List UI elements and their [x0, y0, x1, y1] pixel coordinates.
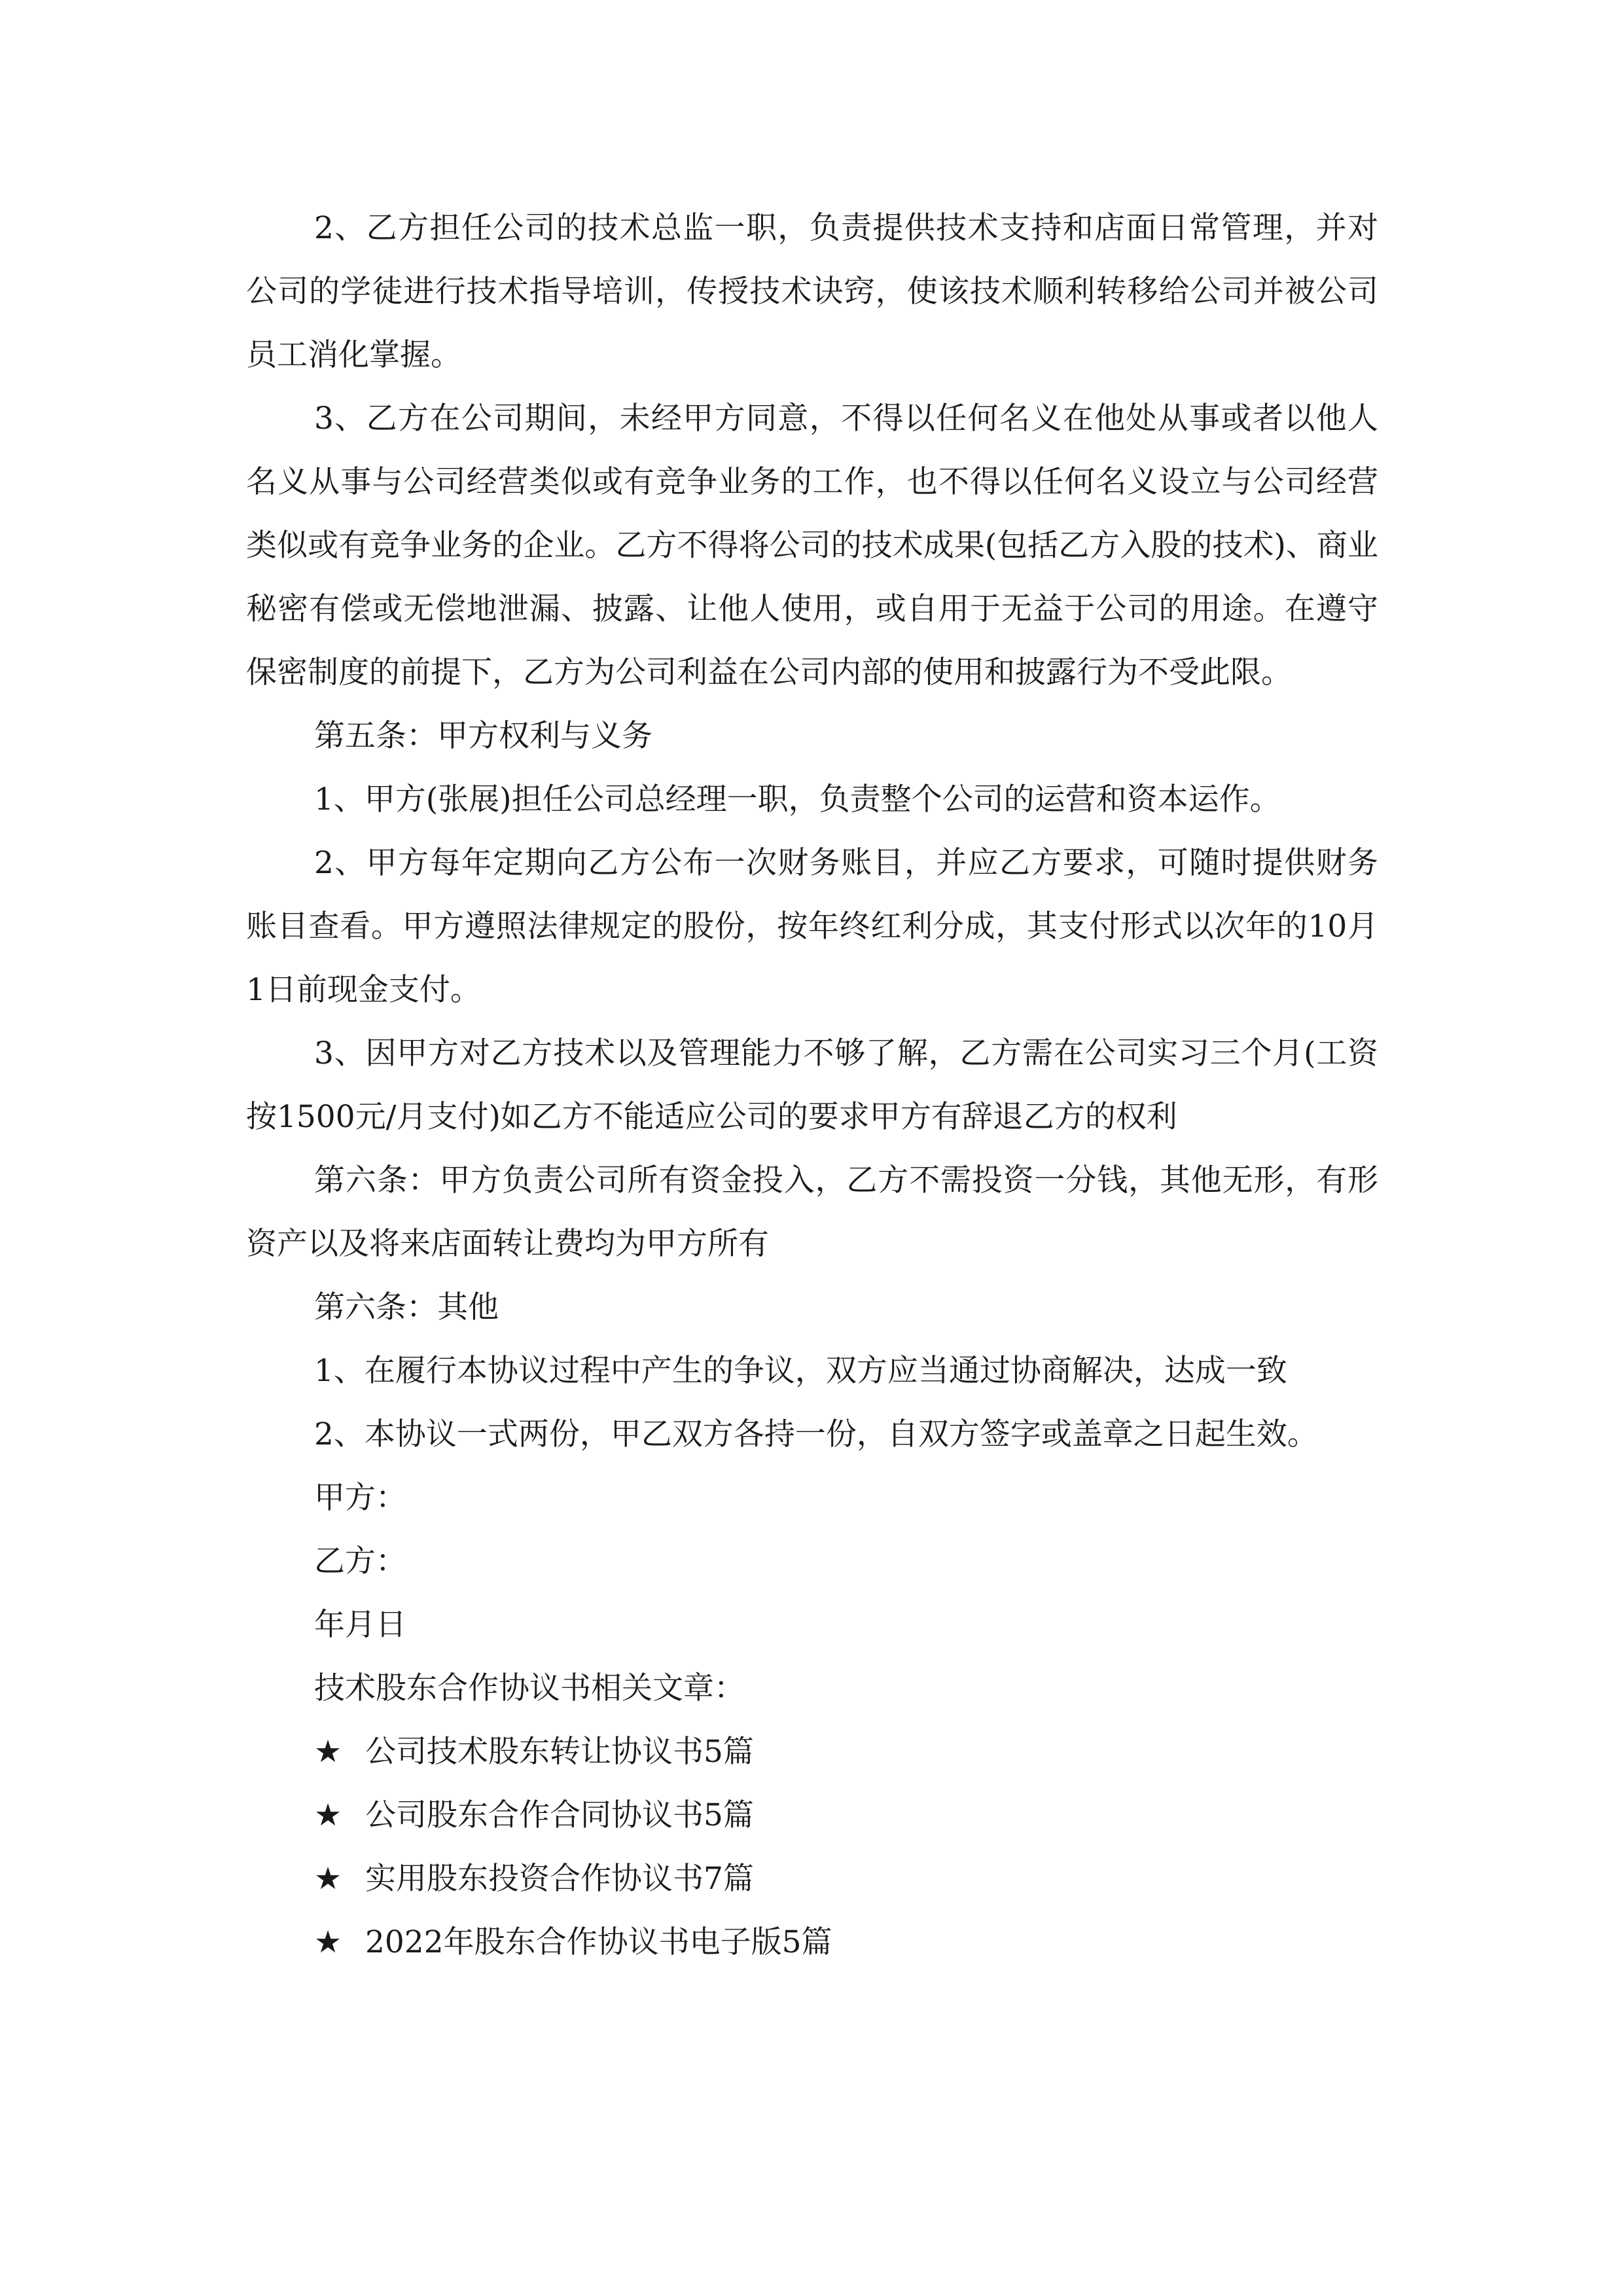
party-b-signature-line: 乙方：: [314, 1543, 406, 1579]
article-5-heading: 第五条：甲方权利与义务: [314, 718, 652, 754]
star-icon: ★: [314, 1797, 342, 1833]
star-icon: ★: [314, 1924, 342, 1960]
date-line: 年月日: [314, 1607, 406, 1643]
party-a-signature-line: 甲方：: [314, 1480, 406, 1516]
related-article-item[interactable]: [246, 1720, 1378, 1784]
article-5-clause-3: 3、因甲方对乙方技术以及管理能力不够了解，乙方需在公司实习三个月(工资按1500元/月支付)如乙方不能适应公司的要求甲方有辞退乙方的权利: [246, 1035, 1378, 1135]
clause-3-non-compete-confidentiality: 3、乙方在公司期间，未经甲方同意，不得以任何名义在他处从事或者以他人名义从事与公司经营类似或有竞争业务的工作，也不得以任何名义设立与公司经营类似或有竞争业务的企业。乙方不得将公司的技术成果(包括乙方入股的技术)、商业秘密有偿或无偿地泄漏、披露、让他人使用，或自用于无益于公司的用途。在遵守保密制度的前提下，乙方为公司利益在公司内部的使用和披露行为不受此限。: [246, 401, 1378, 691]
related-articles-list: [246, 1720, 1378, 1974]
related-article-item[interactable]: [246, 1910, 1378, 1974]
article-6-investment: 第六条：甲方负责公司所有资金投入，乙方不需投资一分钱，其他无形，有形资产以及将来店面转让费均为甲方所有: [246, 1162, 1378, 1262]
article-5-clause-1: 1、甲方(张展)担任公司总经理一职，负责整个公司的运营和资本运作。: [314, 781, 1281, 817]
related-articles-heading: 技术股东合作协议书相关文章：: [314, 1670, 745, 1706]
article-5-clause-2: 2、甲方每年定期向乙方公布一次财务账目，并应乙方要求，可随时提供财务账目查看。甲方遵照法律规定的股份，按年终红利分成，其支付形式以次年的10月1日前现金支付。: [246, 845, 1378, 1008]
article-6-other-heading: 第六条：其他: [314, 1289, 499, 1325]
other-clause-2: 2、本协议一式两份，甲乙双方各持一份，自双方签字或盖章之日起生效。: [314, 1416, 1318, 1452]
related-article-title[interactable]: 2022年股东合作协议书电子版5篇: [365, 1924, 832, 1960]
other-clause-1: 1、在履行本协议过程中产生的争议，双方应当通过协商解决，达成一致: [314, 1353, 1287, 1389]
clause-2-technical-director: 2、乙方担任公司的技术总监一职，负责提供技术支持和店面日常管理，并对公司的学徒进行技术指导培训，传授技术诀窍，使该技术顺利转移给公司并被公司员工消化掌握。: [246, 210, 1378, 373]
document-body: [246, 196, 1378, 1974]
related-article-title[interactable]: 公司股东合作合同协议书5篇: [365, 1797, 754, 1833]
related-article-item[interactable]: [246, 1847, 1378, 1910]
star-icon: ★: [314, 1861, 342, 1897]
related-article-item[interactable]: [246, 1784, 1378, 1847]
related-article-title[interactable]: 实用股东投资合作协议书7篇: [365, 1861, 754, 1897]
star-icon: ★: [314, 1734, 342, 1770]
related-article-title[interactable]: 公司技术股东转让协议书5篇: [365, 1734, 754, 1770]
